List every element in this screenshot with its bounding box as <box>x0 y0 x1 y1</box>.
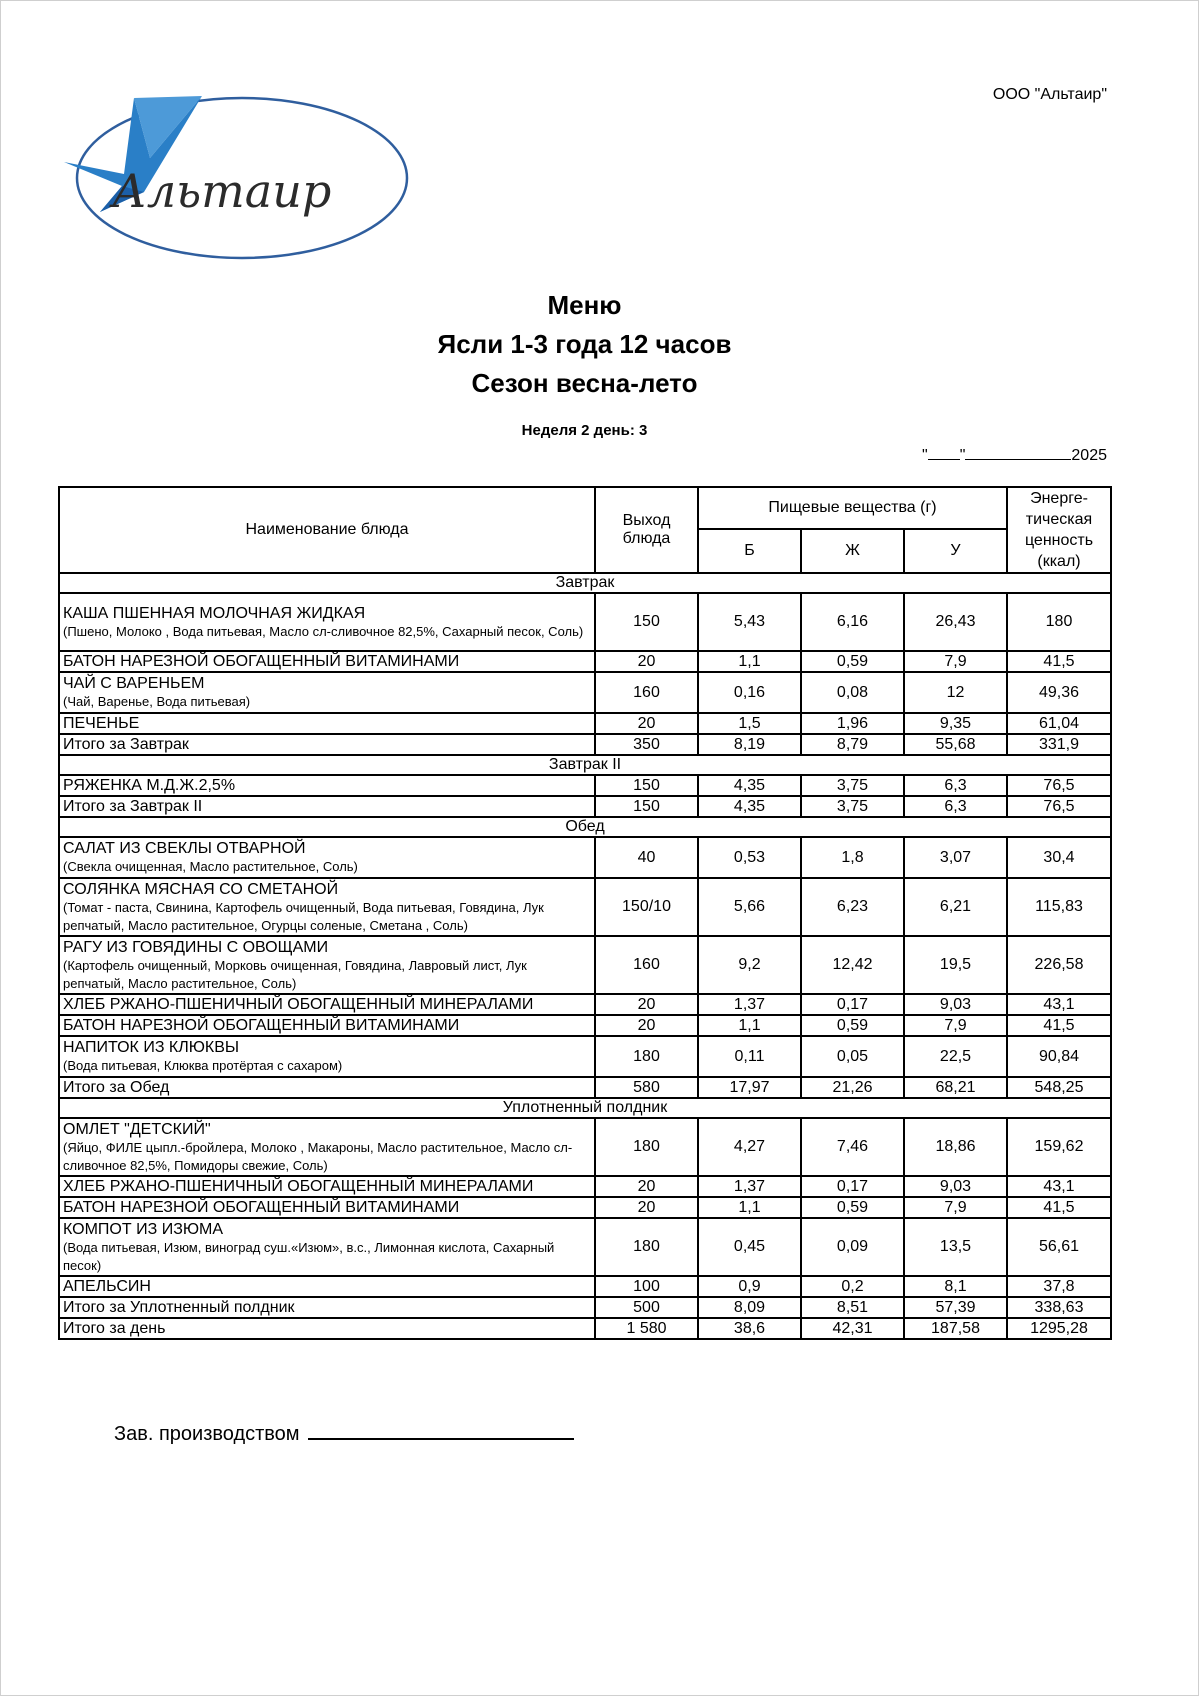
section-title: Завтрак <box>59 573 1111 593</box>
signature-line <box>308 1420 574 1440</box>
date-month-blank <box>965 445 1071 460</box>
dish-protein: 1,1 <box>698 1015 801 1036</box>
date-line <box>922 445 1107 465</box>
day-total-fat: 42,31 <box>801 1318 904 1339</box>
section-total-row <box>59 734 1111 755</box>
dish-energy: 115,83 <box>1007 878 1111 936</box>
menu-body <box>59 573 1111 1339</box>
dish-name: СОЛЯНКА МЯСНАЯ СО СМЕТАНОЙ <box>63 880 339 898</box>
menu-table <box>58 486 1112 1340</box>
dish-name: БАТОН НАРЕЗНОЙ ОБОГАЩЕННЫЙ ВИТАМИНАМИ <box>63 653 460 670</box>
dish-cell <box>59 1276 595 1297</box>
total-label: Итого за Завтрак <box>59 734 595 755</box>
week-day-label: Неделя 2 день: 3 <box>521 422 648 439</box>
dish-fat: 0,59 <box>801 1197 904 1218</box>
header-fat: Ж <box>801 529 904 573</box>
date-close-quote: " <box>959 447 966 464</box>
total-carbs: 6,3 <box>904 796 1007 817</box>
dish-carbs: 18,86 <box>904 1118 1007 1176</box>
dish-fat: 6,16 <box>801 593 904 651</box>
total-protein: 17,97 <box>698 1077 801 1098</box>
total-energy: 76,5 <box>1007 796 1111 817</box>
date-day-blank <box>928 445 960 460</box>
dish-carbs: 9,03 <box>904 1176 1007 1197</box>
dish-yield: 20 <box>595 1176 698 1197</box>
dish-cell <box>59 651 595 672</box>
dish-row <box>59 936 1111 994</box>
dish-name: РАГУ ИЗ ГОВЯДИНЫ С ОВОЩАМИ <box>63 938 329 956</box>
dish-ingredients: (Картофель очищенный, Морковь очищенная, Говядина, Лавровый лист, Лук репчатый, Масло растительное, Соль) <box>63 957 527 991</box>
total-yield: 150 <box>595 796 698 817</box>
dish-protein: 1,37 <box>698 994 801 1015</box>
dish-name: ОМЛЕТ "ДЕТСКИЙ" <box>63 1120 211 1138</box>
dish-protein: 4,27 <box>698 1118 801 1176</box>
header-yield: Выход блюда <box>595 487 698 573</box>
dish-cell <box>59 713 595 734</box>
dish-row <box>59 1197 1111 1218</box>
dish-cell <box>59 878 595 936</box>
dish-name: ПЕЧЕНЬЕ <box>63 715 140 732</box>
dish-energy: 41,5 <box>1007 1197 1111 1218</box>
dish-protein: 0,11 <box>698 1036 801 1077</box>
dish-energy: 37,8 <box>1007 1276 1111 1297</box>
dish-cell <box>59 994 595 1015</box>
dish-cell <box>59 672 595 713</box>
dish-fat: 0,59 <box>801 651 904 672</box>
dish-name: САЛАТ ИЗ СВЕКЛЫ ОТВАРНОЙ <box>63 840 306 857</box>
dish-name: НАПИТОК ИЗ КЛЮКВЫ <box>63 1039 240 1056</box>
dish-ingredients: (Чай, Варенье, Вода питьевая) <box>63 694 251 709</box>
dish-protein: 1,37 <box>698 1176 801 1197</box>
total-yield: 580 <box>595 1077 698 1098</box>
dish-yield: 160 <box>595 672 698 713</box>
dish-cell <box>59 1118 595 1176</box>
dish-ingredients: (Вода питьевая, Изюм, виноград суш.«Изюм», в.с., Лимонная кислота, Сахарный песок) <box>63 1239 555 1273</box>
dish-row <box>59 775 1111 796</box>
altair-logo <box>62 82 422 282</box>
dish-carbs: 7,9 <box>904 1197 1007 1218</box>
dish-yield: 150 <box>595 593 698 651</box>
dish-energy: 41,5 <box>1007 1015 1111 1036</box>
dish-energy: 90,84 <box>1007 1036 1111 1077</box>
dish-cell <box>59 1176 595 1197</box>
dish-row <box>59 878 1111 936</box>
dish-carbs: 13,5 <box>904 1218 1007 1276</box>
dish-row <box>59 713 1111 734</box>
total-protein: 8,09 <box>698 1297 801 1318</box>
section-title: Уплотненный полдник <box>59 1098 1111 1118</box>
dish-name: БАТОН НАРЕЗНОЙ ОБОГАЩЕННЫЙ ВИТАМИНАМИ <box>63 1017 460 1034</box>
dish-protein: 0,45 <box>698 1218 801 1276</box>
dish-row <box>59 1176 1111 1197</box>
title-line-3: Сезон весна-лето <box>471 368 698 398</box>
section-total-row <box>59 1077 1111 1098</box>
dish-cell <box>59 1197 595 1218</box>
dish-carbs: 6,21 <box>904 878 1007 936</box>
section-row <box>59 817 1111 837</box>
total-carbs: 57,39 <box>904 1297 1007 1318</box>
dish-name: ХЛЕБ РЖАНО-ПШЕНИЧНЫЙ ОБОГАЩЕННЫЙ МИНЕРАЛАМИ <box>63 996 534 1013</box>
dish-yield: 160 <box>595 936 698 994</box>
header-energy: Энерге-тическая ценность (ккал) <box>1007 487 1111 573</box>
signature-block <box>114 1420 574 1446</box>
dish-row <box>59 837 1111 878</box>
dish-ingredients: (Свекла очищенная, Масло растительное, Соль) <box>63 859 358 874</box>
day-total-row <box>59 1318 1111 1339</box>
dish-ingredients: (Яйцо, ФИЛЕ цыпл.-бройлера, Молоко , Макароны, Масло растительное, Масло сл-сливочное 82,5%, Помидоры свежие, Соль) <box>63 1139 573 1173</box>
dish-ingredients: (Вода питьевая, Клюква протёртая с сахаром) <box>63 1058 343 1073</box>
dish-energy: 30,4 <box>1007 837 1111 878</box>
header-dish-name: Наименование блюда <box>59 487 595 573</box>
total-label: Итого за Завтрак II <box>59 796 595 817</box>
dish-carbs: 7,9 <box>904 1015 1007 1036</box>
dish-energy: 76,5 <box>1007 775 1111 796</box>
total-energy: 331,9 <box>1007 734 1111 755</box>
dish-name: ЧАЙ С ВАРЕНЬЕМ <box>63 675 205 692</box>
dish-cell <box>59 837 595 878</box>
dish-yield: 20 <box>595 1015 698 1036</box>
dish-fat: 0,59 <box>801 1015 904 1036</box>
header-nutrients: Пищевые вещества (г) <box>698 487 1007 529</box>
dish-carbs: 7,9 <box>904 651 1007 672</box>
dish-energy: 159,62 <box>1007 1118 1111 1176</box>
logo-text: Альтаир <box>112 164 332 218</box>
dish-name: КАША ПШЕННАЯ МОЛОЧНАЯ ЖИДКАЯ <box>63 604 366 622</box>
section-total-row <box>59 796 1111 817</box>
dish-carbs: 6,3 <box>904 775 1007 796</box>
total-label: Итого за Уплотненный полдник <box>59 1297 595 1318</box>
dish-fat: 6,23 <box>801 878 904 936</box>
dish-yield: 40 <box>595 837 698 878</box>
header-carbs: У <box>904 529 1007 573</box>
total-protein: 4,35 <box>698 796 801 817</box>
dish-row <box>59 651 1111 672</box>
dish-fat: 0,17 <box>801 1176 904 1197</box>
dish-cell <box>59 1036 595 1077</box>
dish-cell <box>59 593 595 651</box>
dish-carbs: 8,1 <box>904 1276 1007 1297</box>
dish-name: КОМПОТ ИЗ ИЗЮМА <box>63 1220 224 1238</box>
dish-protein: 5,66 <box>698 878 801 936</box>
dish-energy: 180 <box>1007 593 1111 651</box>
dish-cell <box>59 1218 595 1276</box>
dish-yield: 100 <box>595 1276 698 1297</box>
dish-row <box>59 994 1111 1015</box>
dish-carbs: 9,03 <box>904 994 1007 1015</box>
dish-row <box>59 593 1111 651</box>
title-line-2: Ясли 1-3 года 12 часов <box>437 329 732 359</box>
dish-protein: 1,5 <box>698 713 801 734</box>
dish-fat: 3,75 <box>801 775 904 796</box>
day-total-carbs: 187,58 <box>904 1318 1007 1339</box>
dish-carbs: 12 <box>904 672 1007 713</box>
dish-yield: 20 <box>595 713 698 734</box>
total-energy: 548,25 <box>1007 1077 1111 1098</box>
dish-row <box>59 1276 1111 1297</box>
day-total-yield: 1 580 <box>595 1318 698 1339</box>
dish-fat: 0,09 <box>801 1218 904 1276</box>
dish-fat: 1,96 <box>801 713 904 734</box>
dish-protein: 0,53 <box>698 837 801 878</box>
dish-row <box>59 1015 1111 1036</box>
section-title: Обед <box>59 817 1111 837</box>
day-total-protein: 38,6 <box>698 1318 801 1339</box>
dish-carbs: 22,5 <box>904 1036 1007 1077</box>
dish-protein: 1,1 <box>698 1197 801 1218</box>
section-title: Завтрак II <box>59 755 1111 775</box>
dish-yield: 150/10 <box>595 878 698 936</box>
company-name: ООО "Альтаир" <box>992 86 1107 103</box>
dish-energy: 43,1 <box>1007 1176 1111 1197</box>
section-row <box>59 573 1111 593</box>
dish-yield: 150 <box>595 775 698 796</box>
dish-yield: 180 <box>595 1118 698 1176</box>
dish-fat: 1,8 <box>801 837 904 878</box>
dish-energy: 61,04 <box>1007 713 1111 734</box>
section-total-row <box>59 1297 1111 1318</box>
dish-protein: 9,2 <box>698 936 801 994</box>
dish-name: АПЕЛЬСИН <box>63 1278 151 1295</box>
dish-fat: 7,46 <box>801 1118 904 1176</box>
dish-protein: 0,9 <box>698 1276 801 1297</box>
date-open-quote: " <box>922 447 928 464</box>
dish-cell <box>59 1015 595 1036</box>
dish-row <box>59 1036 1111 1077</box>
dish-carbs: 19,5 <box>904 936 1007 994</box>
dish-row <box>59 1118 1111 1176</box>
dish-name: ХЛЕБ РЖАНО-ПШЕНИЧНЫЙ ОБОГАЩЕННЫЙ МИНЕРАЛАМИ <box>63 1178 534 1195</box>
dish-energy: 56,61 <box>1007 1218 1111 1276</box>
dish-protein: 1,1 <box>698 651 801 672</box>
dish-carbs: 26,43 <box>904 593 1007 651</box>
dish-yield: 180 <box>595 1036 698 1077</box>
day-total-label: Итого за день <box>59 1318 595 1339</box>
dish-name: РЯЖЕНКА М.Д.Ж.2,5% <box>63 777 236 794</box>
dish-ingredients: (Пшено, Молоко , Вода питьевая, Масло сл-сливочное 82,5%, Сахарный песок, Соль) <box>63 623 584 639</box>
date-year: 2025 <box>1071 447 1107 464</box>
dish-name: БАТОН НАРЕЗНОЙ ОБОГАЩЕННЫЙ ВИТАМИНАМИ <box>63 1199 460 1216</box>
dish-yield: 180 <box>595 1218 698 1276</box>
header-protein: Б <box>698 529 801 573</box>
total-yield: 500 <box>595 1297 698 1318</box>
total-fat: 8,79 <box>801 734 904 755</box>
section-row <box>59 755 1111 775</box>
dish-cell <box>59 936 595 994</box>
dish-protein: 4,35 <box>698 775 801 796</box>
dish-yield: 20 <box>595 994 698 1015</box>
dish-row <box>59 1218 1111 1276</box>
logo-image <box>62 82 422 282</box>
total-label: Итого за Обед <box>59 1077 595 1098</box>
dish-energy: 226,58 <box>1007 936 1111 994</box>
dish-fat: 12,42 <box>801 936 904 994</box>
total-protein: 8,19 <box>698 734 801 755</box>
total-energy: 338,63 <box>1007 1297 1111 1318</box>
dish-fat: 0,2 <box>801 1276 904 1297</box>
total-carbs: 68,21 <box>904 1077 1007 1098</box>
total-fat: 21,26 <box>801 1077 904 1098</box>
dish-protein: 5,43 <box>698 593 801 651</box>
title-block <box>0 286 1169 403</box>
total-fat: 8,51 <box>801 1297 904 1318</box>
section-row <box>59 1098 1111 1118</box>
dish-yield: 20 <box>595 1197 698 1218</box>
day-total-energy: 1295,28 <box>1007 1318 1111 1339</box>
signature-label: Зав. производством <box>114 1423 300 1445</box>
dish-carbs: 3,07 <box>904 837 1007 878</box>
dish-fat: 0,17 <box>801 994 904 1015</box>
dish-fat: 0,05 <box>801 1036 904 1077</box>
total-fat: 3,75 <box>801 796 904 817</box>
dish-ingredients: (Томат - паста, Свинина, Картофель очищенный, Вода питьевая, Говядина, Лук репчатый, Масло растительное, Огурцы соленые, Сметана , Соль) <box>63 899 544 933</box>
total-yield: 350 <box>595 734 698 755</box>
title-line-1: Меню <box>547 290 622 320</box>
dish-row <box>59 672 1111 713</box>
total-carbs: 55,68 <box>904 734 1007 755</box>
dish-energy: 41,5 <box>1007 651 1111 672</box>
dish-protein: 0,16 <box>698 672 801 713</box>
dish-fat: 0,08 <box>801 672 904 713</box>
dish-carbs: 9,35 <box>904 713 1007 734</box>
dish-cell <box>59 775 595 796</box>
dish-yield: 20 <box>595 651 698 672</box>
dish-energy: 43,1 <box>1007 994 1111 1015</box>
dish-energy: 49,36 <box>1007 672 1111 713</box>
